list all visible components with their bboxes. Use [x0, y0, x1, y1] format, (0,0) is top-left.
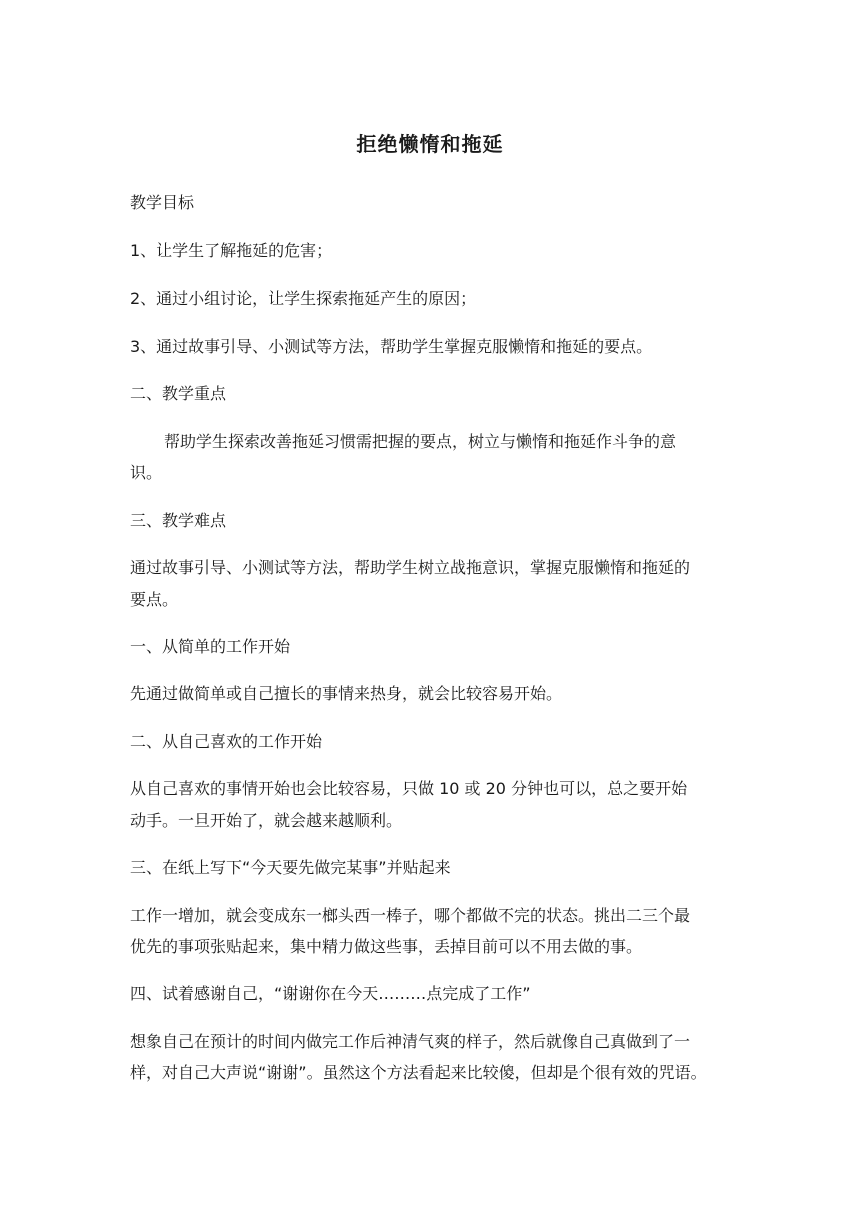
tip-4-line-1: 想象自己在预计的时间内做完工作后神清气爽的样子，然后就像自己真做到了一: [130, 1032, 691, 1051]
tip-3-line-1: 工作一增加，就会变成东一榔头西一棒子，哪个都做不完的状态。挑出二三个最: [130, 906, 691, 925]
difficulty-line-2: 要点。: [130, 590, 179, 609]
key-points-line-2: 识。: [130, 463, 163, 482]
tip-3-line-2: 优先的事项张贴起来，集中精力做这些事，丢掉目前可以不用去做的事。: [130, 937, 643, 956]
tip-1-body: 先通过做简单或自己擅长的事情来热身，就会比较容易开始。: [130, 684, 563, 703]
tip-4-heading: 四、试着感谢自己，“谢谢你在今天………点完成了工作”: [130, 984, 531, 1003]
objective-2: 2、通过小组讨论，让学生探索拖延产生的原因；: [130, 289, 477, 308]
objective-1: 1、让学生了解拖延的危害；: [130, 241, 333, 260]
tip-1-heading: 一、从简单的工作开始: [130, 637, 291, 656]
objective-3: 3、通过故事引导、小测试等方法，帮助学生掌握克服懒惰和拖延的要点。: [130, 337, 653, 356]
tip-2-line-1: 从自己喜欢的事情开始也会比较容易，只做 10 或 20 分钟也可以，总之要开始: [130, 779, 688, 798]
tip-2-heading: 二、从自己喜欢的工作开始: [130, 732, 323, 751]
tip-4-line-2: 样，对自己大声说“谢谢”。虽然这个方法看起来比较傻，但却是个很有效的咒语。: [130, 1063, 707, 1082]
document-title: 拒绝懒惰和拖延: [356, 132, 504, 156]
key-points-heading: 二、教学重点: [130, 384, 227, 403]
tip-3-heading: 三、在纸上写下“今天要先做完某事”并贴起来: [130, 858, 451, 877]
objectives-heading: 教学目标: [130, 193, 195, 212]
key-points-line-1: 帮助学生探索改善拖延习惯需把握的要点，树立与懒惰和拖延作斗争的意: [164, 432, 677, 451]
difficulty-heading: 三、教学难点: [130, 511, 227, 530]
difficulty-line-1: 通过故事引导、小测试等方法，帮助学生树立战拖意识，掌握克服懒惰和拖延的: [130, 558, 691, 577]
tip-2-line-2: 动手。一旦开始了，就会越来越顺利。: [130, 811, 403, 830]
